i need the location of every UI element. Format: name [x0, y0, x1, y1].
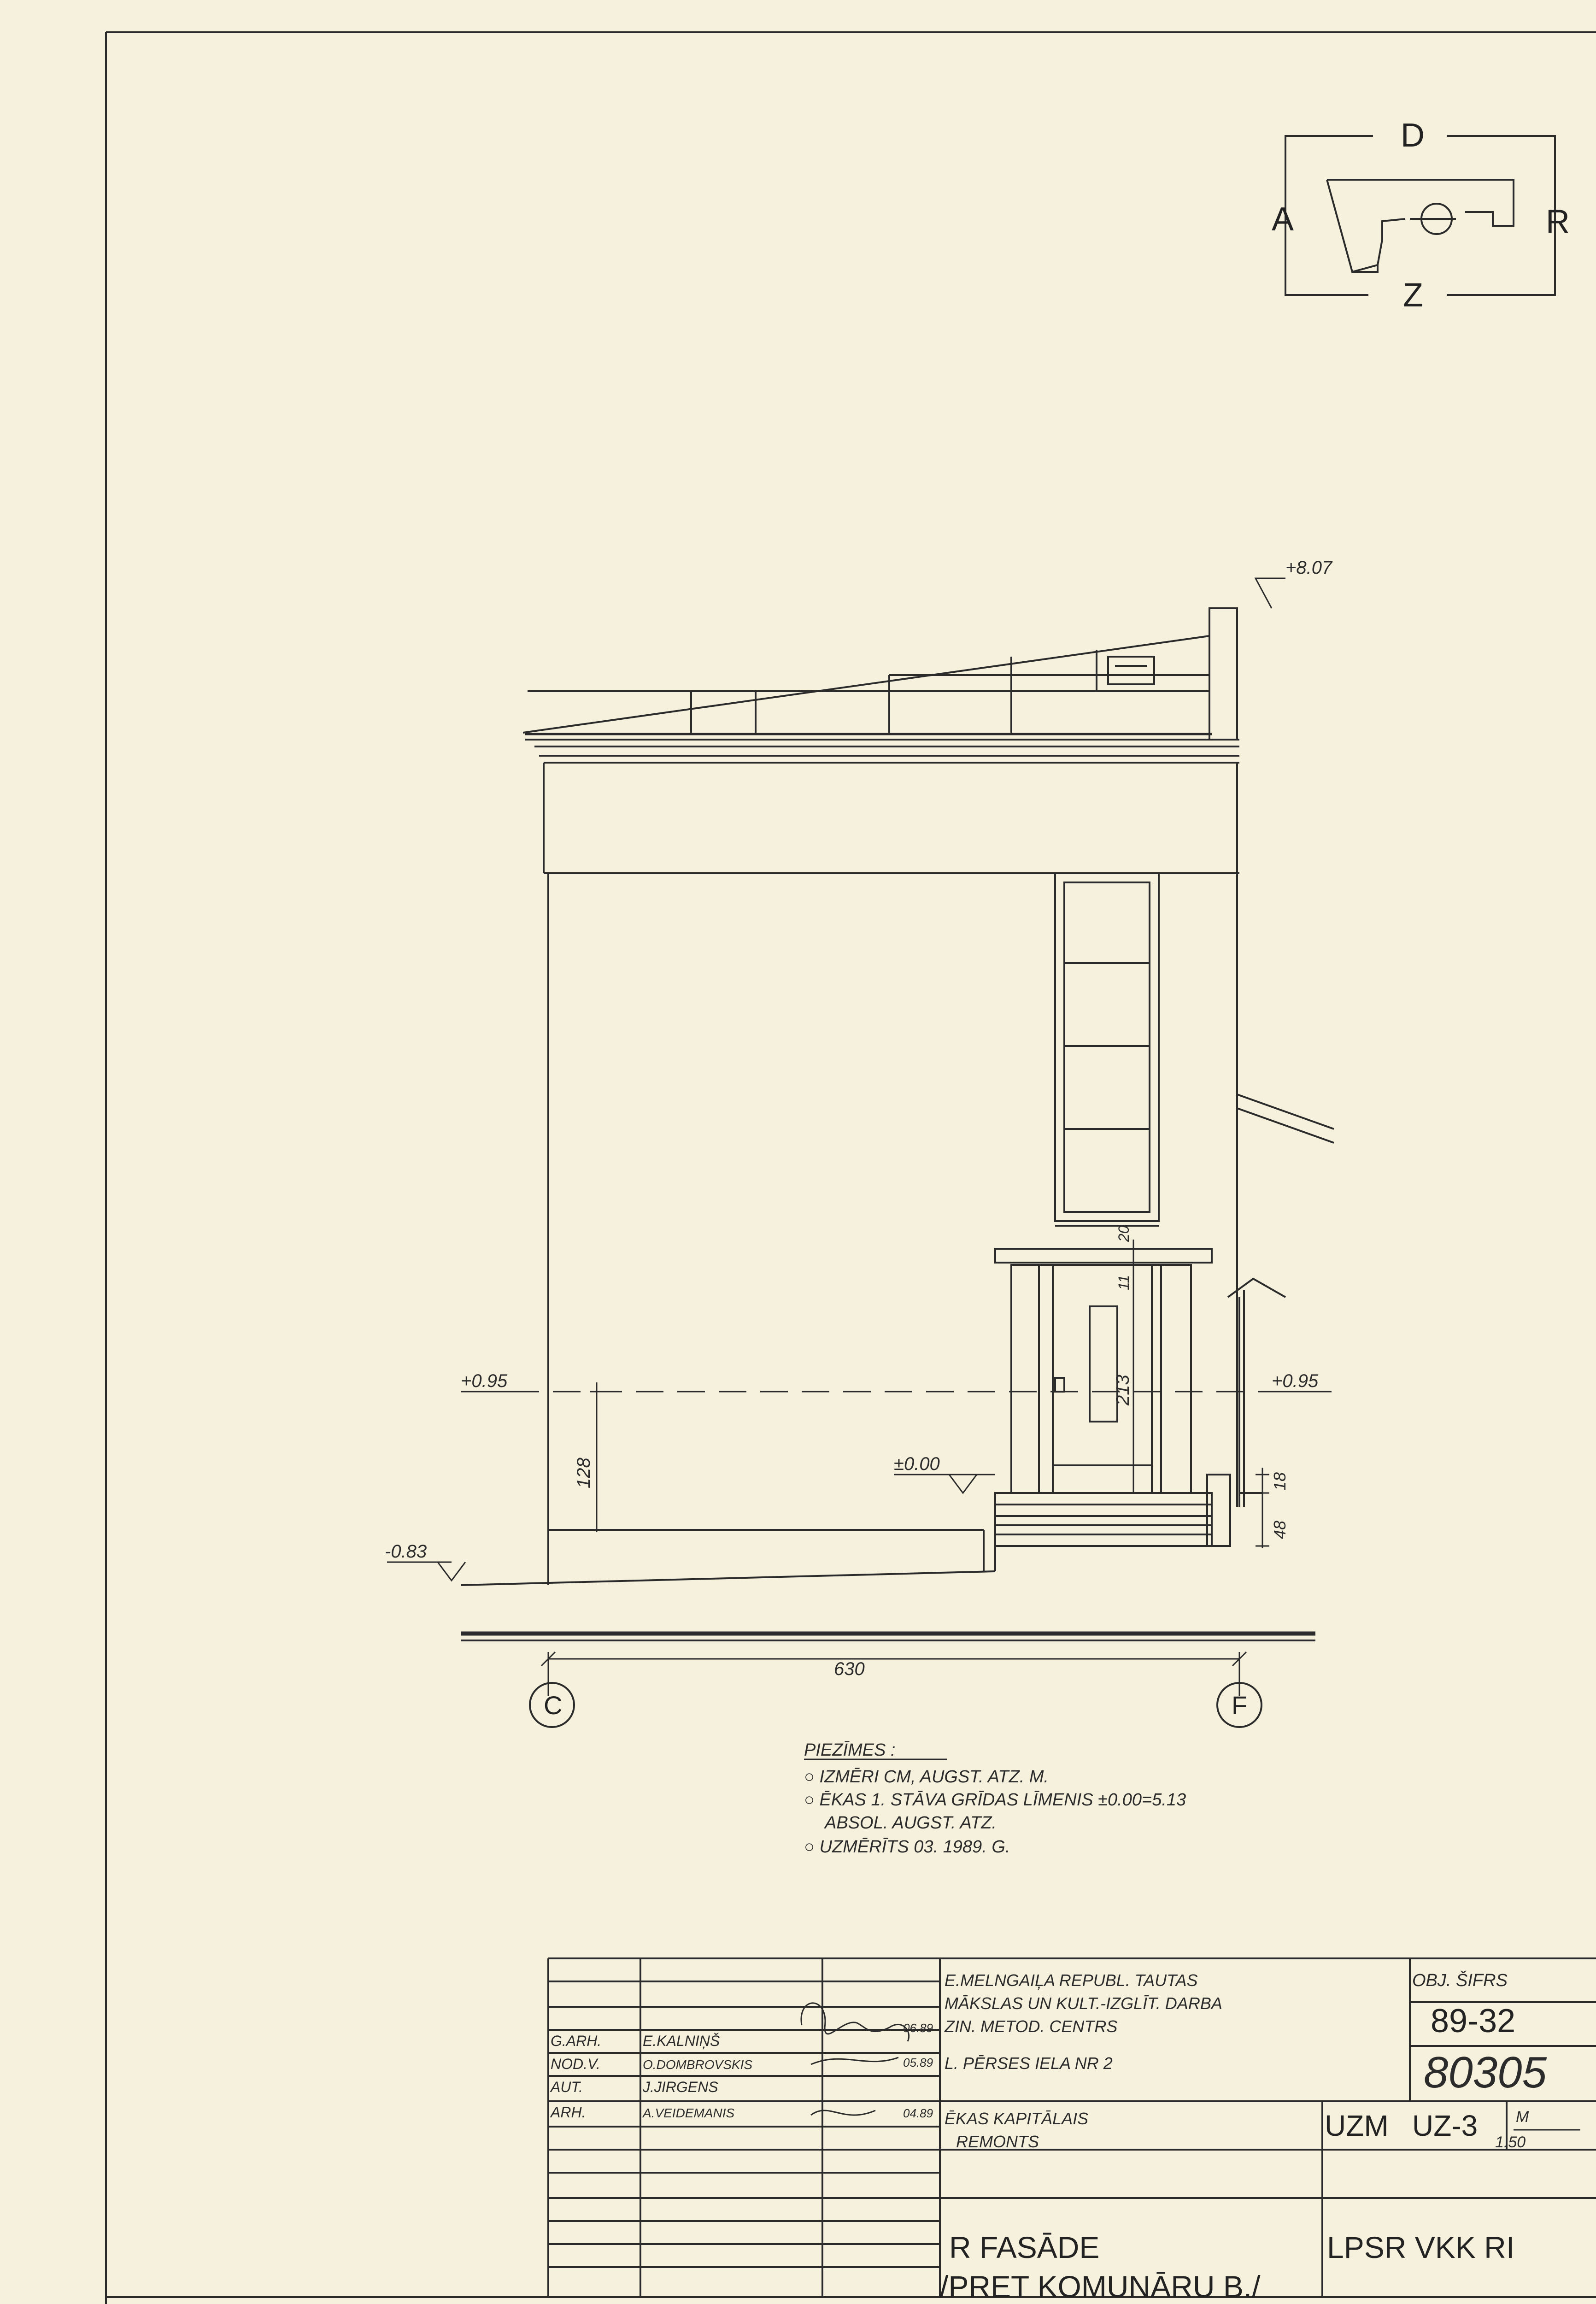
- staff-date: 06.89: [903, 2021, 933, 2035]
- staff-name: O.DOMBROVSKIS: [643, 2057, 753, 2072]
- dim-step-upper: 18: [1270, 1472, 1289, 1491]
- scale-label: M: [1516, 2108, 1529, 2126]
- project-line: ZIN. METOD. CENTRS: [945, 2017, 1118, 2036]
- axis-right-label: F: [1232, 1691, 1248, 1720]
- level-first-floor-right-label: +0.95: [1272, 1371, 1319, 1391]
- project-line: E.MELNGAIĻA REPUBL. TAUTAS: [945, 1971, 1198, 1990]
- cornice: [525, 740, 1239, 873]
- staff-date: 05.89: [903, 2056, 933, 2069]
- notes-title: PIEZĪMES :: [804, 1740, 896, 1760]
- level-top-label: +8.07: [1285, 558, 1332, 578]
- dim-step-lower: 48: [1270, 1520, 1289, 1539]
- roof: [523, 608, 1237, 740]
- dim-plinth-height: 128: [574, 1458, 594, 1488]
- stair-window: [1055, 873, 1159, 1226]
- project-line: MĀKSLAS UN KULT.-IZGLĪT. DARBA: [945, 1994, 1222, 2013]
- staff-name: E.KALNIŅŠ: [643, 2033, 720, 2049]
- archive-number: 80305: [1424, 2048, 1547, 2097]
- level-ground-label: -0.83: [385, 1541, 427, 1562]
- sheet-title-line-1: R FASĀDE: [949, 2230, 1100, 2264]
- obj-code: 89-32: [1431, 2003, 1516, 2040]
- drain-pipe: [1228, 1094, 1334, 1507]
- entrance-portal: [995, 1249, 1212, 1493]
- note-line: ○ UZMĒRĪTS 03. 1989. G.: [804, 1837, 1010, 1857]
- stage-org: UZM: [1325, 2109, 1389, 2142]
- north-letter: D: [1401, 117, 1425, 154]
- staff-role: G.ARH.: [551, 2033, 602, 2049]
- ground-line: [461, 1571, 1315, 1640]
- sheet-title-line-2: /PRET KOMUNĀRU B./: [940, 2269, 1261, 2304]
- note-line: ○ IZMĒRI CM, AUGST. ATZ. M.: [804, 1767, 1049, 1787]
- west-letter: A: [1272, 201, 1294, 238]
- south-letter: Z: [1403, 277, 1423, 314]
- orientation-letters: [1272, 117, 1570, 314]
- work-line: ĒKAS KAPITĀLAIS: [945, 2109, 1089, 2128]
- signature: [801, 2003, 909, 2115]
- obj-label: OBJ. ŠIFRS: [1412, 1971, 1508, 1990]
- stage-code: UZ-3: [1412, 2109, 1478, 2142]
- staff-role: NOD.V.: [551, 2056, 600, 2072]
- dim-window-gap: 20: [1115, 1225, 1132, 1242]
- staff-name: J.JIRGENS: [643, 2079, 718, 2095]
- level-first-floor-left-label: +0.95: [461, 1371, 508, 1391]
- notes: [804, 1740, 1186, 1857]
- dim-door-height: 213: [1113, 1375, 1133, 1405]
- staff-date: 04.89: [903, 2106, 933, 2120]
- east-letter: R: [1546, 203, 1570, 240]
- dim-canopy: 11: [1115, 1275, 1132, 1290]
- organization: LPSR VKK RI: [1327, 2230, 1515, 2264]
- level-zero-label: ±0.00: [894, 1454, 940, 1474]
- orientation-key: [1285, 136, 1555, 295]
- staff-role: AUT.: [551, 2079, 583, 2095]
- dim-overall-width: 630: [834, 1659, 865, 1679]
- title-block-codes: [940, 2003, 1547, 2304]
- entrance-steps: [984, 1475, 1230, 1571]
- staff-role: ARH.: [551, 2104, 586, 2121]
- work-line: REMONTS: [956, 2132, 1039, 2151]
- staff-name: A.VEIDEMANIS: [643, 2106, 735, 2120]
- axis-left-label: C: [544, 1691, 563, 1720]
- note-line: ○ ĒKAS 1. STĀVA GRĪDAS LĪMENIS ±0.00=5.13: [804, 1790, 1186, 1810]
- title-block-staff: [550, 2021, 933, 2121]
- note-line: ABSOL. AUGST. ATZ.: [825, 1813, 997, 1833]
- scale-value: 1:50: [1495, 2134, 1526, 2151]
- project-line: L. PĒRSES IELA NR 2: [945, 2054, 1113, 2073]
